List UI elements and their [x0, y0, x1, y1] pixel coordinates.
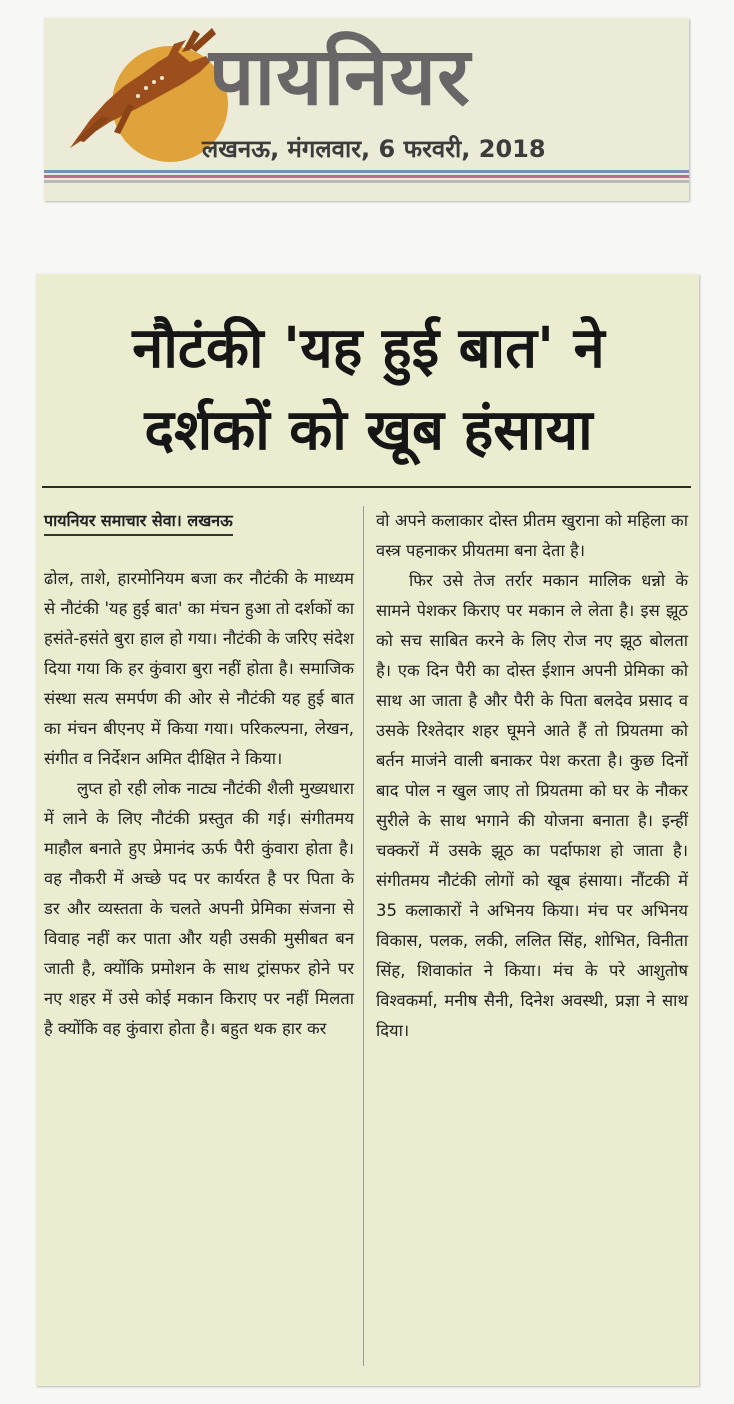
newspaper-title: पायनियर — [209, 29, 471, 123]
masthead-rules — [44, 170, 689, 185]
dateline: लखनऊ, मंगलवार, 6 फरवरी, 2018 — [202, 135, 546, 163]
paragraph-right-1: वो अपने कलाकार दोस्त प्रीतम खुराना को महिला का वस्त्र पहनाकर प्रीयतमा बना देता है। — [376, 511, 688, 560]
article-headline — [46, 308, 691, 472]
paragraph-right-2: फिर उसे तेज तर्रार मकान मालिक धन्नो के सामने पेशकर किराए पर मकान ले लेता है। इस झूठ को सच साबित करने के लिए रोज नए झूठ बोलता है। एक दिन पैरी का दोस्त ईशान अपनी प्रेमिका को साथ आ जाता है और पैरी के पिता बलदेव प्रसाद व उसके रिश्तेदार शहर घूमने आते हैं तो प्रियतमा को बर्तन माजंने वाली बनाकर पेश करता है। कुछ दिनों बाद पोल न खुल जाए तो प्रियतमा को घर के नौकर सुरीले के साथ भगाने की योजना बनाता है। इन्हीं चक्करों में उसके झूठ का पर्दाफाश हो जाता है। संगीतमय नौटंकी लोगों को खूब हंसाया। नौंटकी में 35 कलाकारों ने अभिनय किया। मंच पर अभिनय विकास, पलक, लकी, ललित सिंह, शोभित, विनीता सिंह, शिवाकांत ने किया। मंच के परे आशुतोष विश्वकर्मा, मनीष सैनी, दिनेश अवस्थी, प्रज्ञा ने साथ दिया। — [376, 571, 688, 1040]
article-clipping — [36, 274, 699, 1386]
rule-pink — [44, 175, 689, 178]
paragraph-left-2: लुप्त हो रही लोक नाट्य नौटंकी शैली मुख्यधारा में लाने के लिए नौटंकी प्रस्तुत की गई। संगीतमय माहौल बनाते हुए प्रेमानंद ऊर्फ पैरी कुंवारा होता है। वह नौकरी में अच्छे पद पर कार्यरत है पर पिता के डर और व्यस्तता के चलते अपनी प्रेमिका संजना से विवाह नहीं कर पाता और यही उसकी मुसीबत बन जाती है, क्योंकि प्रमोशन के साथ ट्रांसफर होने पर नए शहर में उसे कोई मकान किराए पर नहीं मिलता है क्योंकि वह कुंवारा होता है। बहुत थक हार कर — [44, 779, 354, 1038]
article-column-right — [376, 506, 688, 1046]
masthead-clipping — [44, 18, 689, 201]
headline-rule — [42, 486, 691, 488]
rule-blue — [44, 170, 689, 173]
column-divider — [363, 506, 364, 1366]
article-column-left — [44, 506, 354, 1044]
paragraph-left-1: ढोल, ताशे, हारमोनियम बजा कर नौटंकी के माध्यम से नौटंकी 'यह हुई बात' का मंचन हुआ तो दर्शकों का हसंते-हसंते बुरा हाल हो गया। नौटंकी के जरिए संदेश दिया गया कि हर कुंवारा बुरा नहीं होता है। समाजिक संस्था सत्य समर्पण की ओर से नौटंकी यह हुई बात का मंचन बीएनए में किया गया। परिकल्पना, लेखन, संगीत व निर्देशन अमित दीक्षित ने किया। — [44, 569, 354, 768]
headline-line-1: नौटंकी 'यह हुई बात' ने — [132, 316, 605, 381]
headline-line-2: दर्शकों को खूब हंसाया — [144, 398, 593, 463]
byline: पायनियर समाचार सेवा। लखनऊ — [44, 508, 233, 536]
rule-grey — [44, 180, 689, 183]
